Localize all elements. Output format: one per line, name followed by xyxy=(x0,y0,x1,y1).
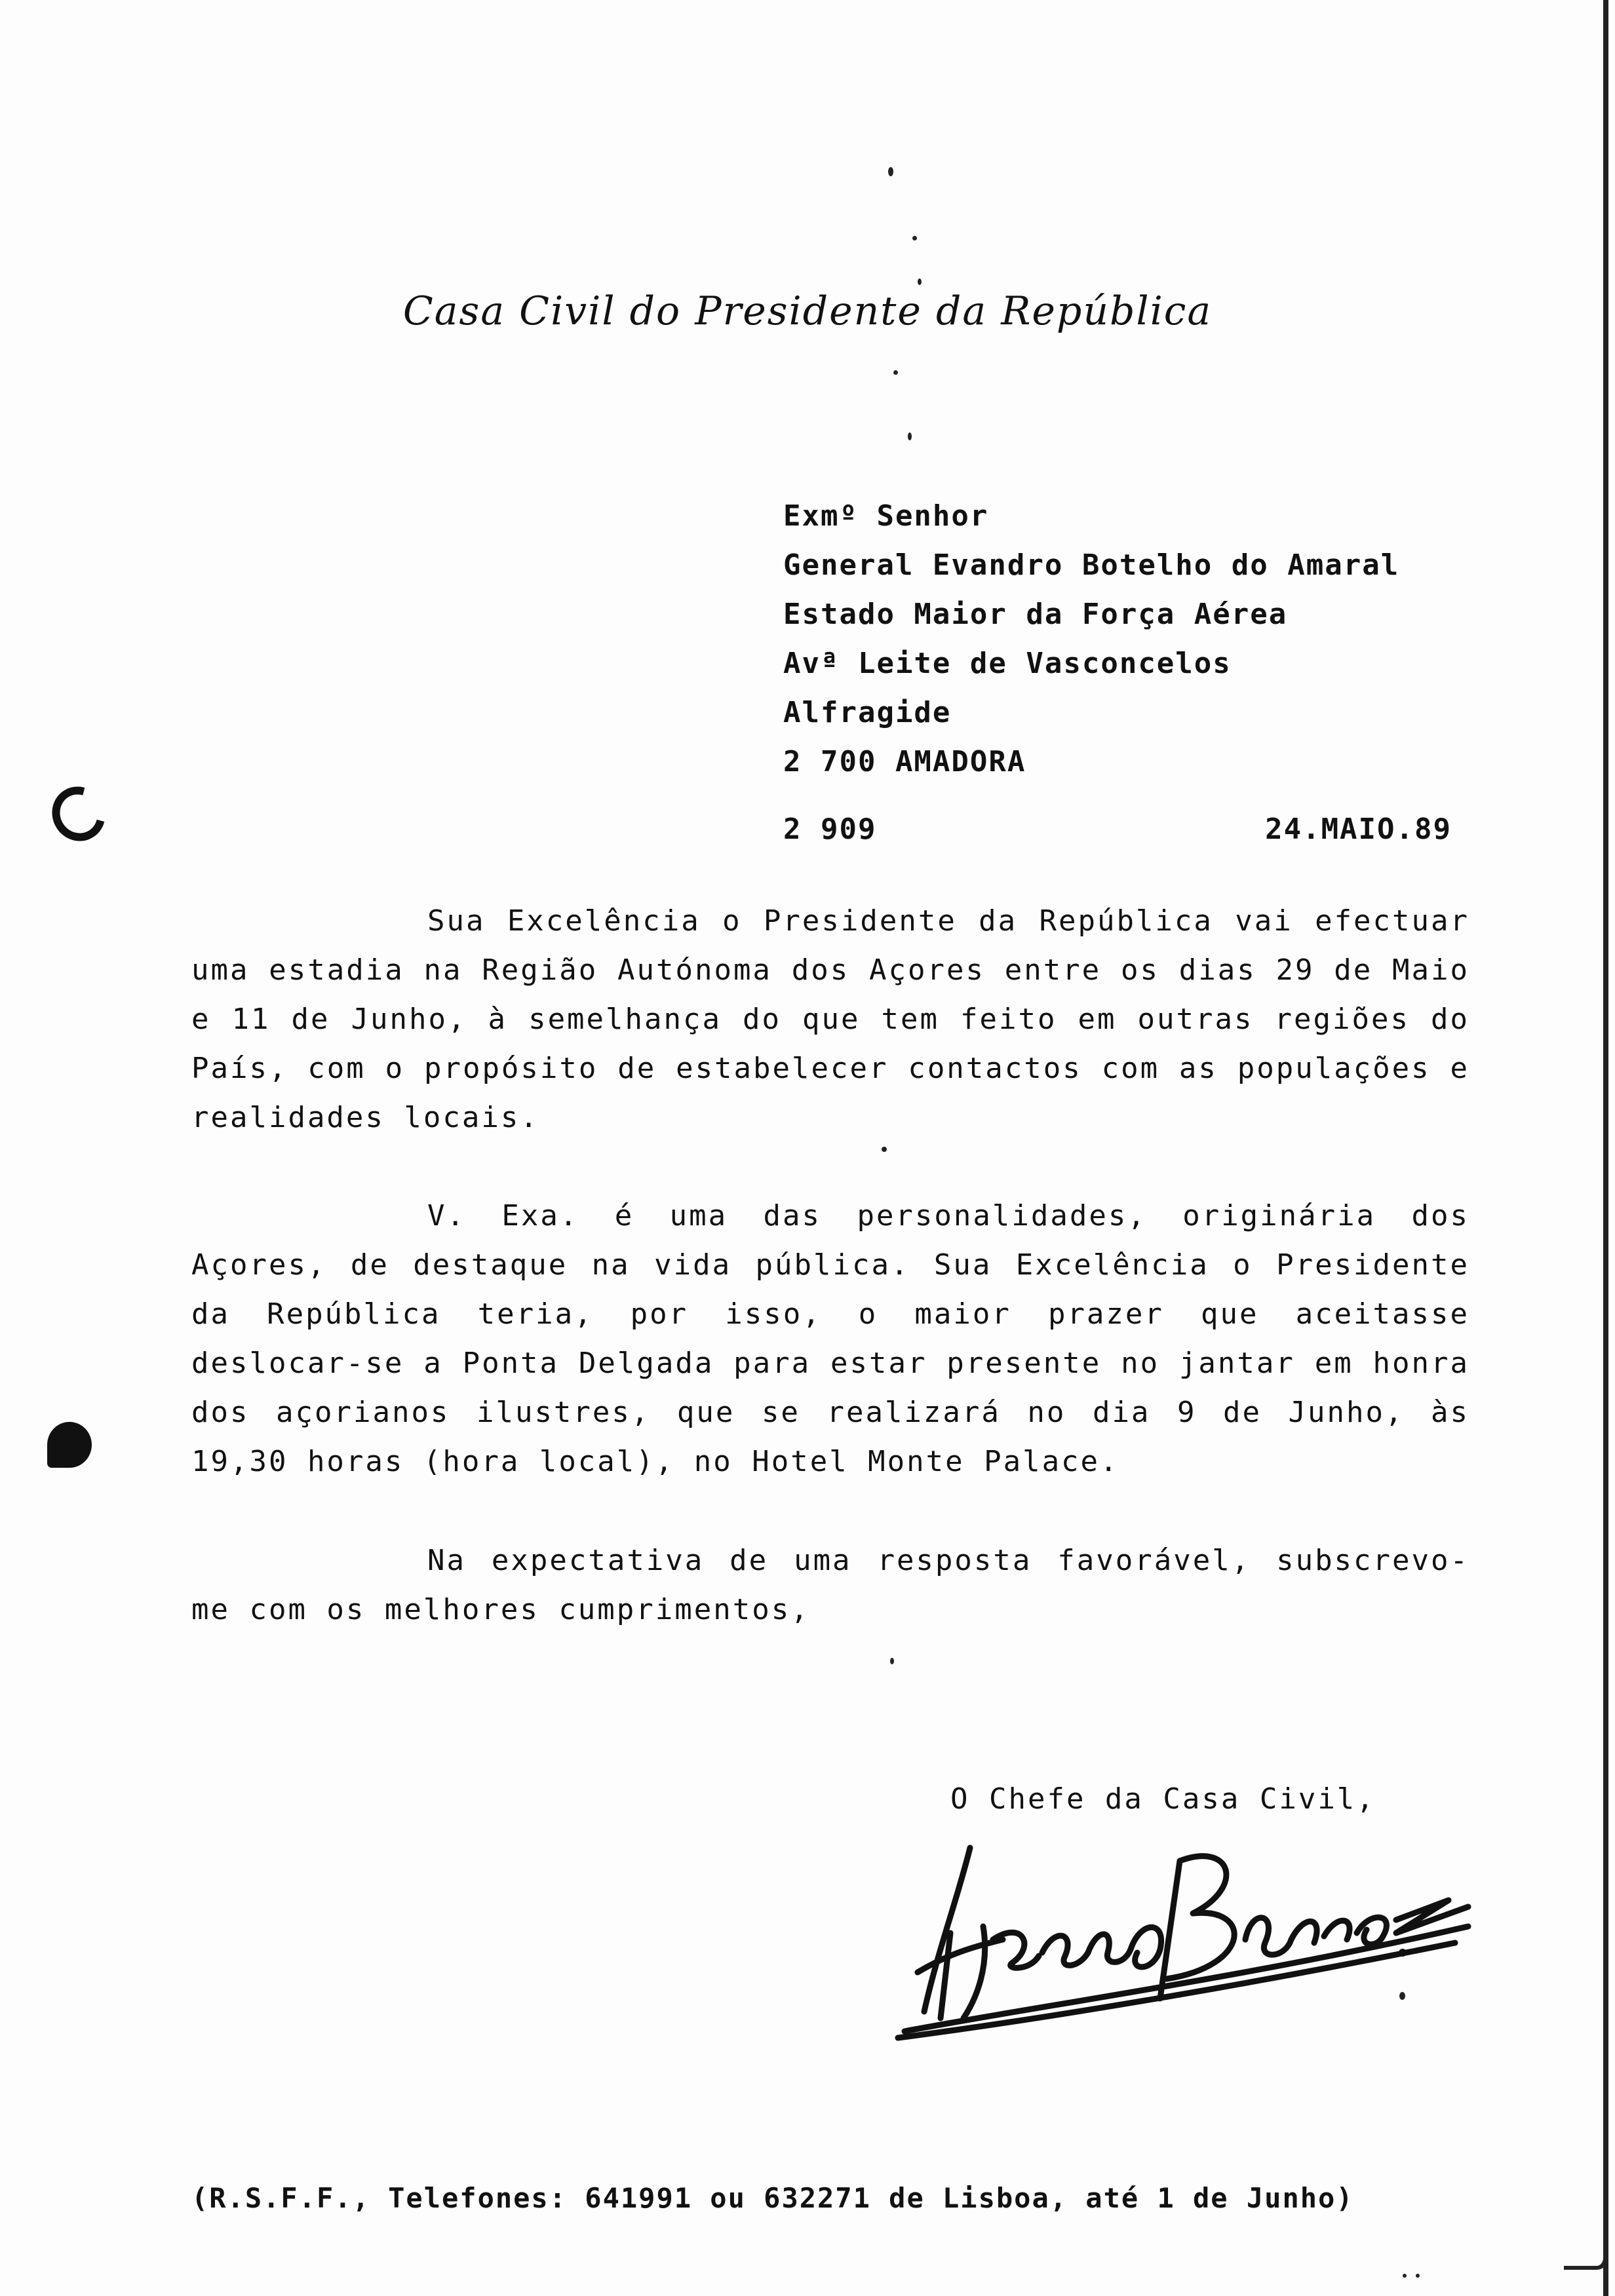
scan-speck xyxy=(893,370,898,375)
punch-hole-top xyxy=(42,777,115,851)
scan-speck xyxy=(1416,2274,1420,2278)
handwritten-signature xyxy=(878,1822,1481,2044)
body-paragraph-2: V. Exa. é uma das personalidades, originária dos Açores, de destaque na vida pública. Sua Excelência o Presidente da República teria, por isso, o maior prazer que aceitasse deslocar-se a Ponta Delgada para estar presente no jantar em honra dos açorianos ilustres, que se realizará no dia 9 de Junho, às 19,30 horas (hora local), no Hotel Monte Palace. xyxy=(191,1199,1469,1478)
scan-speck xyxy=(888,167,893,176)
letter-date: 24.MAIO.89 xyxy=(1265,813,1452,846)
letterhead-title: Casa Civil do Presidente da República xyxy=(402,288,1213,334)
scan-speck xyxy=(1403,2274,1407,2278)
recipient-street: Avª Leite de Vasconcelos xyxy=(783,647,1232,680)
scan-speck xyxy=(912,236,917,240)
scan-speck xyxy=(890,1658,894,1664)
recipient-organization: Estado Maior da Força Aérea xyxy=(783,598,1288,631)
recipient-name: General Evandro Botelho do Amaral xyxy=(783,548,1400,582)
punch-hole-bottom xyxy=(47,1422,92,1468)
recipient-locality: Alfragide xyxy=(783,696,952,729)
recipient-postal: 2 700 AMADORA xyxy=(783,745,1026,778)
scan-speck xyxy=(908,432,912,440)
scan-speck xyxy=(882,1147,887,1152)
recipient-salutation: Exmº Senhor xyxy=(783,499,989,533)
page-edge-curl xyxy=(1564,2258,1608,2270)
reference-number: 2 909 xyxy=(783,813,877,846)
footer-rsvp-note: (R.S.F.F., Telefones: 641991 ou 632271 de Lisboa, até 1 de Junho) xyxy=(191,2182,1354,2214)
body-paragraph-3: Na expectativa de uma resposta favorável, subscrevo-me com os melhores cumprimentos, xyxy=(191,1544,1469,1626)
scan-speck xyxy=(918,278,922,285)
closing-sign-off: O Chefe da Casa Civil, xyxy=(950,1782,1376,1816)
body-paragraph-1: Sua Excelência o Presidente da República vai efectuar uma estadia na Região Autónoma dos Açores entre os dias 29 de Maio e 11 de Junho, à semelhança do que tem feito em outras regiões do País, com o propósito de estabelecer contactos com as populações e realidades locais. xyxy=(191,904,1469,1134)
reference-line xyxy=(783,813,1452,846)
page-edge-shadow xyxy=(1603,0,1608,2296)
recipient-address xyxy=(783,491,1399,786)
